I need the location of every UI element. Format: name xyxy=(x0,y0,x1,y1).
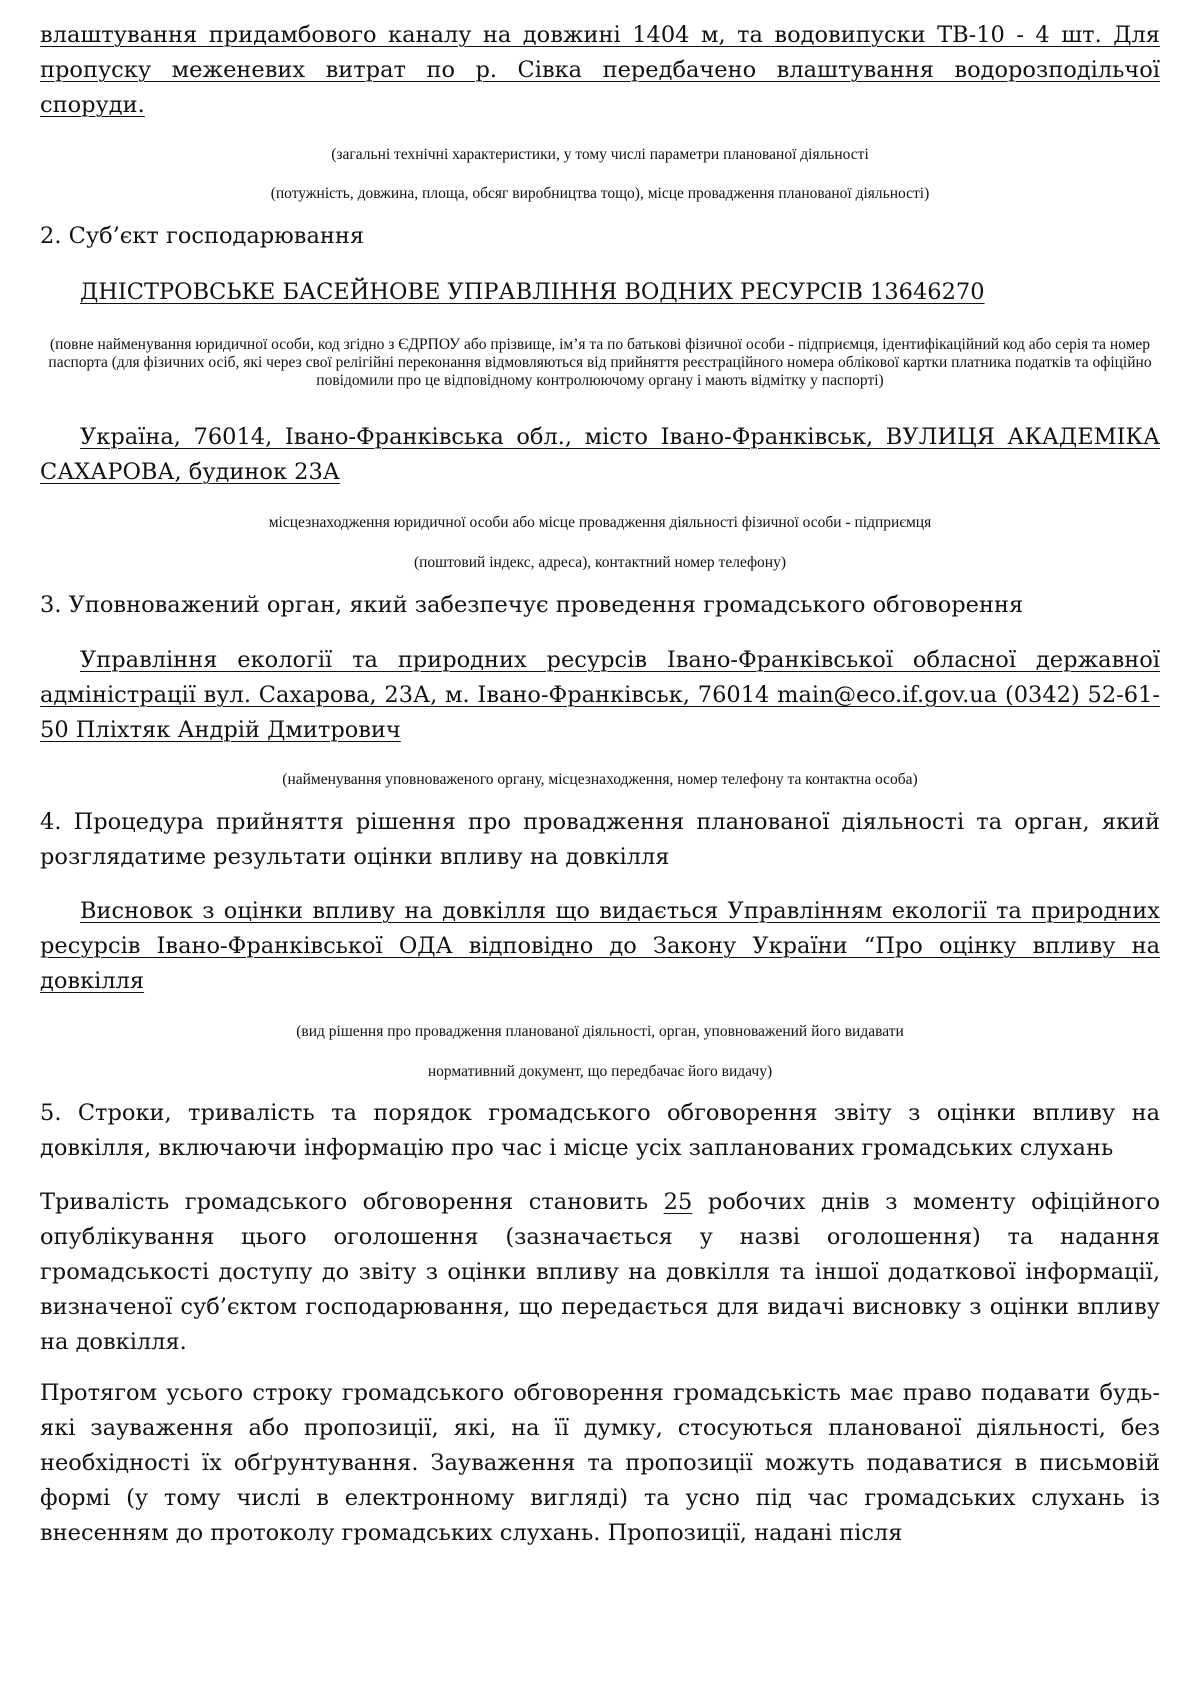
duration-days: 25 xyxy=(663,1189,693,1215)
technical-caption-line-2: (потужність, довжина, площа, обсяг виробництва тощо), місце провадження планованої діяльності) xyxy=(270,185,930,202)
entity-name-caption: (повне найменування юридичної особи, код згідно з ЄДРПОУ або прізвище, ім’я та по батькові фізичної особи - підприємця, ідентифікаційний код або серія та номер паспорта (для фізичних осіб, які через свої релігійні переконання відмовляються від прийняття реєстраційного номера облікової картки платника податків та офіційно повідомили про це відповідному контролюючому органу і мають відмітку у паспорті) xyxy=(48,336,1152,389)
section-4-heading: 4. Процедура прийняття рішення про провадження планованої діяльності та орган, який розглядатиме результати оцінки впливу на довкілля xyxy=(40,809,1160,870)
decision-details xyxy=(40,894,1160,999)
technical-caption-line-1: (загальні технічні характеристики, у тому числі параметри планованої діяльності xyxy=(331,146,869,163)
duration-text-after: робочих днів з моменту офіційного опублікування цього оголошення (зазначається у назві оголошення) та надання громадськості доступу до звіту з оцінки впливу на довкілля та іншої додаткової інформації, визначеної суб’єктом господарювання, що передається для видачі висновку з оцінки впливу на довкілля. xyxy=(40,1189,1160,1355)
section-3-heading: 3. Уповноважений орган, який забезпечує проведення громадського обговорення xyxy=(40,592,1024,618)
entity-name xyxy=(40,275,1160,310)
discussion-duration-paragraph xyxy=(40,1185,1160,1360)
address-caption-line-1: місцезнаходження юридичної особи або місце провадження діяльності фізичної особи - підприємця xyxy=(268,514,932,531)
entity-address xyxy=(40,420,1160,490)
entity-name-text: ДНІСТРОВСЬКЕ БАСЕЙНОВЕ УПРАВЛІННЯ ВОДНИХ РЕСУРСІВ 13646270 xyxy=(80,279,985,305)
authority-details-text: Управління екології та природних ресурсів Івано-Франківської обласної державної адміністрації вул. Сахарова, 23А, м. Івано-Франківськ, 76014 main@eco.if.gov.ua (0342) 52-61-50 Пліхтяк Андрій Дмитрович xyxy=(40,647,1160,743)
technical-description-text: влаштування придамбового каналу на довжині 1404 м, та водовипуски ТВ-10 - 4 шт. Для пропуску меженевих витрат по р. Сівка передбачено влаштування водорозподільчої споруди. xyxy=(40,22,1160,118)
decision-caption-line-1: (вид рішення про провадження планованої діяльності, орган, уповноважений його видавати xyxy=(296,1023,904,1040)
address-caption-line-2: (поштовий індекс, адреса), контактний номер телефону) xyxy=(413,554,787,571)
public-comments-paragraph: Протягом усього строку громадського обговорення громадськість має право подавати будь-які зауваження або пропозиції, які, на її думку, стосуються планованої діяльності, без необхідності їх обґрунтування. Зауваження та пропозиції можуть подаватися в письмовій формі (у тому числі в електронному вигляді) та усно під час громадських слухань із внесенням до протоколу громадських слухань. Пропозиції, надані після xyxy=(40,1380,1160,1546)
decision-caption-line-2: нормативний документ, що передбачає його видачу) xyxy=(427,1063,773,1080)
entity-address-text: Україна, 76014, Івано-Франківська обл., місто Івано-Франківськ, ВУЛИЦЯ АКАДЕМІКА САХАРОВА, будинок 23А xyxy=(40,424,1160,485)
decision-details-text: Висновок з оцінки впливу на довкілля що видається Управлінням екології та природних ресурсів Івано-Франківської ОДА відповідно до Закону України “Про оцінку впливу на довкілля xyxy=(40,898,1160,994)
section-5-heading: 5. Строки, тривалість та порядок громадського обговорення звіту з оцінки впливу на довкілля, включаючи інформацію про час і місце усіх запланованих громадських слухань xyxy=(40,1100,1160,1161)
section-2-heading: 2. Суб’єкт господарювання xyxy=(40,223,365,249)
technical-description xyxy=(40,18,1160,123)
authority-caption: (найменування уповноваженого органу, місцезнаходження, номер телефону та контактна особа) xyxy=(282,771,918,788)
duration-text-before: Тривалість громадського обговорення становить xyxy=(40,1189,664,1215)
authority-details xyxy=(40,643,1160,748)
